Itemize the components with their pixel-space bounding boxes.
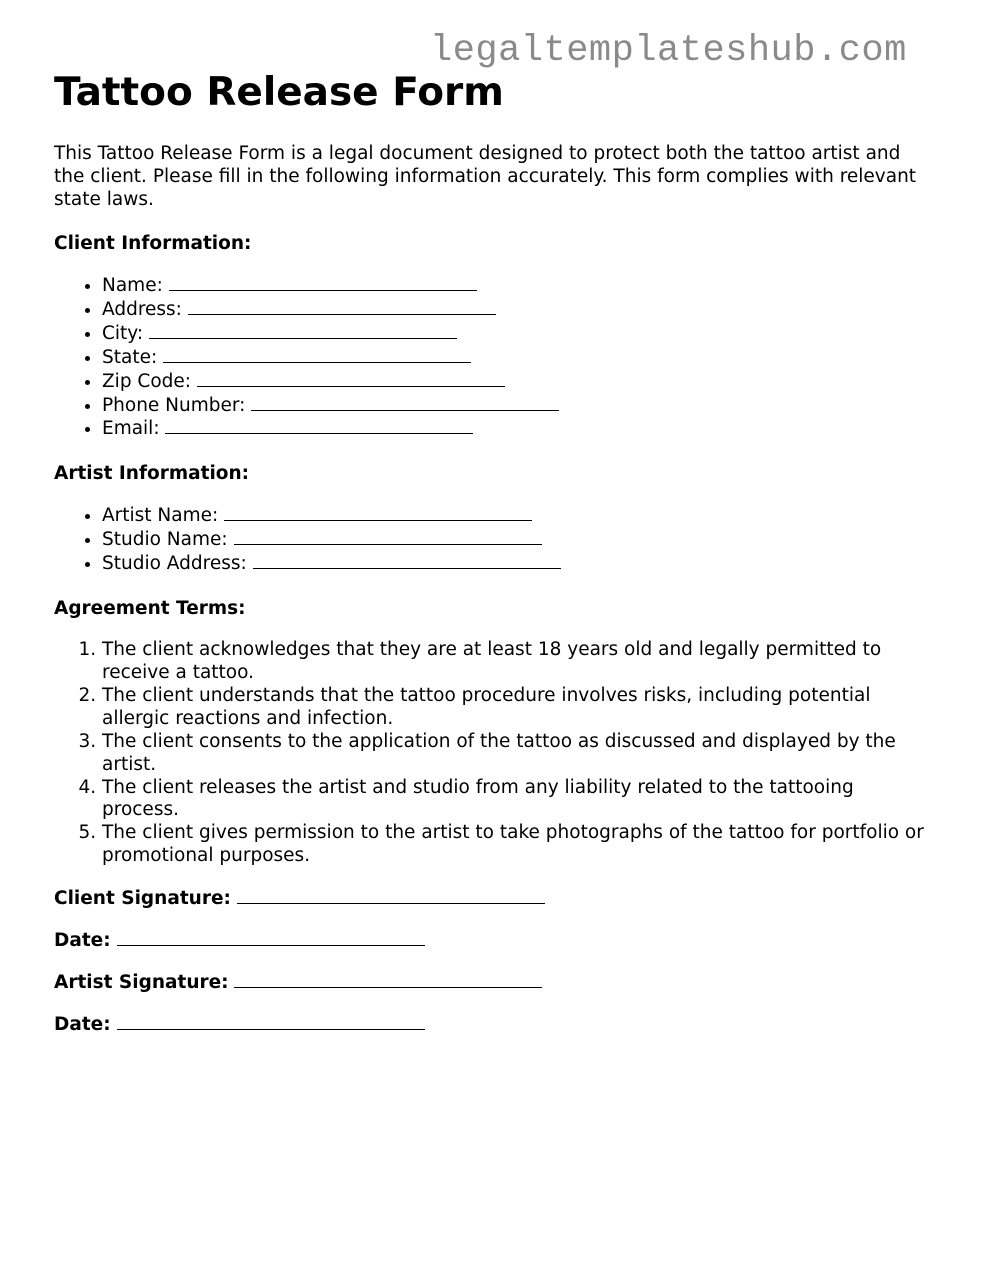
agreement-term: 1. The client acknowledges that they are at least 18 years old and legally permitted to receive a tattoo. <box>102 639 934 685</box>
field-label: Artist Name: <box>102 505 219 527</box>
agreement-heading: Agreement Terms: <box>54 598 246 620</box>
watermark: legaltemplateshub.com <box>430 30 907 72</box>
client-signature-label: Client Signature: <box>54 888 231 910</box>
client-signature-row <box>54 887 934 910</box>
studio-name-field[interactable] <box>234 528 542 545</box>
phone-number-field[interactable] <box>251 394 559 411</box>
field-label: Email: <box>102 418 160 440</box>
agreement-term: 5. The client gives permission to the artist to take photographs of the tattoo for portfolio or promotional purposes. <box>102 822 934 868</box>
client-info-heading: Client Information: <box>54 233 252 254</box>
name-field[interactable] <box>169 274 477 291</box>
client-field-email <box>102 417 934 441</box>
client-date-label: Date: <box>54 930 111 952</box>
artist-field-studio-address <box>102 552 934 576</box>
client-field-state <box>102 346 934 370</box>
artist-name-field[interactable] <box>224 504 532 521</box>
city-field[interactable] <box>149 322 457 339</box>
agreement-term: 3. The client consents to the application of the tattoo as discussed and displayed by the artist. <box>102 731 934 777</box>
studio-address-field[interactable] <box>253 552 561 569</box>
client-field-phone <box>102 394 934 418</box>
document-page <box>54 70 934 1036</box>
field-label: Studio Address: <box>102 553 247 575</box>
artist-field-name <box>102 504 934 528</box>
client-date-field[interactable] <box>117 929 425 946</box>
artist-field-studio-name <box>102 528 934 552</box>
field-label: State: <box>102 346 158 368</box>
client-field-zip <box>102 370 934 394</box>
field-label: Studio Name: <box>102 529 228 551</box>
field-label: Phone Number: <box>102 394 246 416</box>
agreement-term: 4. The client releases the artist and studio from any liability related to the tattooing process. <box>102 777 934 823</box>
client-field-name <box>102 274 934 298</box>
client-info-list <box>54 274 934 441</box>
document-title: Tattoo Release Form <box>54 70 504 115</box>
address-field[interactable] <box>188 298 496 315</box>
field-label: Zip Code: <box>102 370 192 392</box>
artist-signature-row <box>54 971 934 994</box>
artist-info-heading: Artist Information: <box>54 463 250 485</box>
field-label: City: <box>102 322 144 344</box>
client-date-row <box>54 929 934 952</box>
field-label: Name: <box>102 275 163 296</box>
field-label: Address: <box>102 298 182 320</box>
artist-signature-field[interactable] <box>234 971 542 988</box>
client-field-address <box>102 298 934 322</box>
zip-code-field[interactable] <box>197 370 505 387</box>
artist-date-row <box>54 1013 934 1036</box>
artist-info-list <box>54 504 934 576</box>
intro-paragraph: This Tattoo Release Form is a legal document designed to protect both the tattoo artist and the client. Please fill in the following information accurately. This form complies with relevant state laws. <box>54 143 917 210</box>
email-field[interactable] <box>165 417 473 434</box>
artist-date-field[interactable] <box>117 1013 425 1030</box>
state-field[interactable] <box>163 346 471 363</box>
agreement-terms-list <box>54 639 934 868</box>
agreement-term: 2. The client understands that the tattoo procedure involves risks, including potential allergic reactions and infection. <box>102 685 934 731</box>
artist-date-label: Date: <box>54 1014 111 1036</box>
client-field-city <box>102 322 934 346</box>
artist-signature-label: Artist Signature: <box>54 972 229 994</box>
client-signature-field[interactable] <box>237 887 545 904</box>
